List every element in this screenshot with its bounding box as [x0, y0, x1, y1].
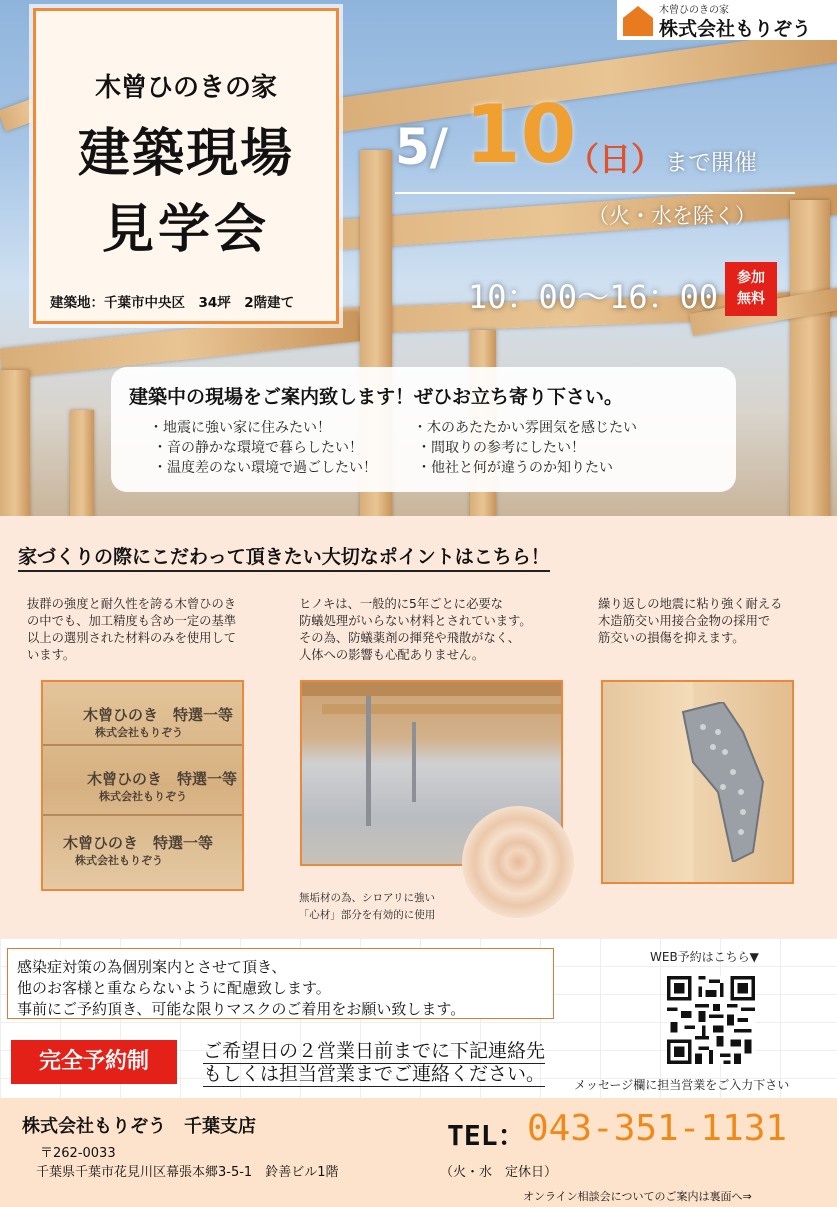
invite-heading: 建築中の現場をご案内致します！ぜひお立ち寄り下さい。 [129, 386, 624, 408]
steel-post [412, 722, 416, 802]
except-days: （火・水を除く） [588, 204, 756, 228]
invite-item: ・地震に強い家に住みたい！ [149, 420, 331, 436]
timber-stamp: 木曾ひのき 特選一等 [63, 834, 214, 852]
point-line: います。 [27, 648, 76, 662]
qr-note: メッセージ欄に担当営業をご入力下さい [574, 1078, 790, 1092]
free-badge-line2: 無料 [737, 291, 765, 307]
invite-item: ・木のあたたかい雰囲気を感じたい [413, 420, 637, 436]
point-text-3 [598, 596, 828, 647]
timber-stamp: 木曾ひのき 特選一等 [87, 770, 238, 788]
page-title-line2: 見学会 [101, 200, 270, 260]
point-line: 木造筋交い用接合金物の採用で [598, 614, 771, 628]
points-section [0, 516, 837, 938]
reservation-line: ご希望日の２営業日前までに下記連絡先 [203, 1036, 545, 1064]
divider [395, 192, 795, 194]
house-icon [623, 6, 653, 36]
reservation-badge: 完全予約制 [11, 1040, 177, 1084]
site-info: 建築地：千葉市中央区 34坪 2階建て [50, 295, 295, 311]
date-month: 5/ [395, 118, 449, 176]
page-title: 建築現場 [77, 124, 294, 184]
log-caption [272, 890, 462, 924]
address: 千葉県千葉市花見川区幕張本郷3-5-1 鈴善ビル1階 [36, 1165, 339, 1180]
notice-line: 感染症対策の為個別案内とさせて頂き、 [17, 958, 287, 976]
timber-stamp-photo [41, 680, 244, 891]
logo-tagline: 木曾ひのきの家 [659, 5, 729, 16]
point-text-1 [27, 596, 257, 664]
timber-stamp: 株式会社もりぞう [75, 854, 163, 867]
point-line: 以上の選別された材料のみを使用して [27, 631, 237, 645]
notice-box [7, 948, 554, 1019]
date-day: 10 [465, 88, 577, 181]
company-logo [617, 0, 837, 40]
date-until: まで開催 [665, 150, 757, 176]
invite-item: ・他社と何が違うのか知りたい [417, 460, 613, 476]
web-reservation-label: WEB予約はこちら▼ [650, 950, 759, 964]
event-hours: 10：00～16：00 [468, 278, 719, 316]
point-line: ヒノキは、一般的に5年ごとに必要な [299, 597, 503, 611]
timber-post [0, 370, 30, 516]
closed-days: （火・水 定休日） [440, 1165, 558, 1180]
timber-stamp: 木曾ひのき 特選一等 [83, 706, 234, 724]
title-box [33, 8, 339, 324]
point-line: 抜群の強度と耐久性を誇る木曾ひのき [27, 597, 237, 611]
date-weekday: （日） [567, 140, 664, 178]
notice-line: 事前にご予約頂き、可能な限りマスクのご着用をお願い致します。 [17, 1000, 466, 1018]
qr-code[interactable] [667, 976, 755, 1064]
event-subtitle: 木曾ひのきの家 [94, 73, 277, 103]
company-name: 株式会社もりぞう 千葉支店 [22, 1116, 256, 1137]
metal-bracket-icon [663, 702, 773, 862]
tel-label: TEL： [447, 1119, 526, 1152]
invite-item: ・温度差のない環境で過ごしたい！ [153, 460, 377, 476]
free-badge [725, 262, 777, 316]
point-line: 人体への影響も心配ありません。 [299, 648, 485, 662]
notice-line: 他のお客様と重ならないように配慮致します。 [17, 979, 331, 997]
point-line: 筋交いの損傷を抑えます。 [598, 631, 745, 645]
footer [0, 1098, 837, 1207]
floor-joist [322, 704, 562, 714]
point-line: の中でも、加工精度も含め一定の基準 [27, 614, 237, 628]
invite-box [111, 367, 736, 492]
postal-code: 〒262-0033 [40, 1146, 116, 1161]
log-caption-line: 無垢材の為、シロアリに強い [298, 892, 436, 904]
floor-beam [302, 682, 561, 696]
timber-post [790, 200, 830, 516]
online-consult-note: オンライン相談会についてのご案内は裏面へ⇒ [523, 1190, 752, 1203]
event-date [395, 88, 795, 208]
timber-stamp: 株式会社もりぞう [95, 726, 183, 739]
free-badge-line1: 参加 [737, 270, 765, 286]
point-line: その為、防蟻薬剤の揮発や飛散がなく、 [299, 631, 521, 645]
reservation-section [0, 938, 837, 1098]
invite-item: ・間取りの参考にしたい！ [417, 440, 585, 456]
timber-post [70, 410, 94, 516]
plank-edge [43, 744, 242, 746]
invite-item: ・音の静かな環境で暮らしたい！ [153, 440, 363, 456]
points-heading: 家づくりの際にこだわって頂きたい大切なポイントはこちら！ [18, 542, 550, 572]
log-caption-line: 「心材」部分を有効的に使用 [298, 909, 436, 921]
brace-fitting-photo [601, 680, 794, 884]
plank-edge [43, 814, 242, 816]
reservation-line: もしくは担当営業までご連絡ください。 [203, 1059, 545, 1087]
timber-stamp: 株式会社もりぞう [99, 790, 187, 803]
point-text-2 [299, 596, 559, 664]
logo-name: 株式会社もりぞう [659, 18, 812, 40]
steel-post [366, 696, 371, 826]
phone-number[interactable]: 043-351-1131 [527, 1108, 788, 1149]
hero-photo [0, 0, 837, 516]
point-line: 繰り返しの地震に粘り強く耐える [598, 597, 783, 611]
log-cross-section [462, 806, 574, 918]
point-line: 防蟻処理がいらない材料とされています。 [299, 614, 532, 628]
